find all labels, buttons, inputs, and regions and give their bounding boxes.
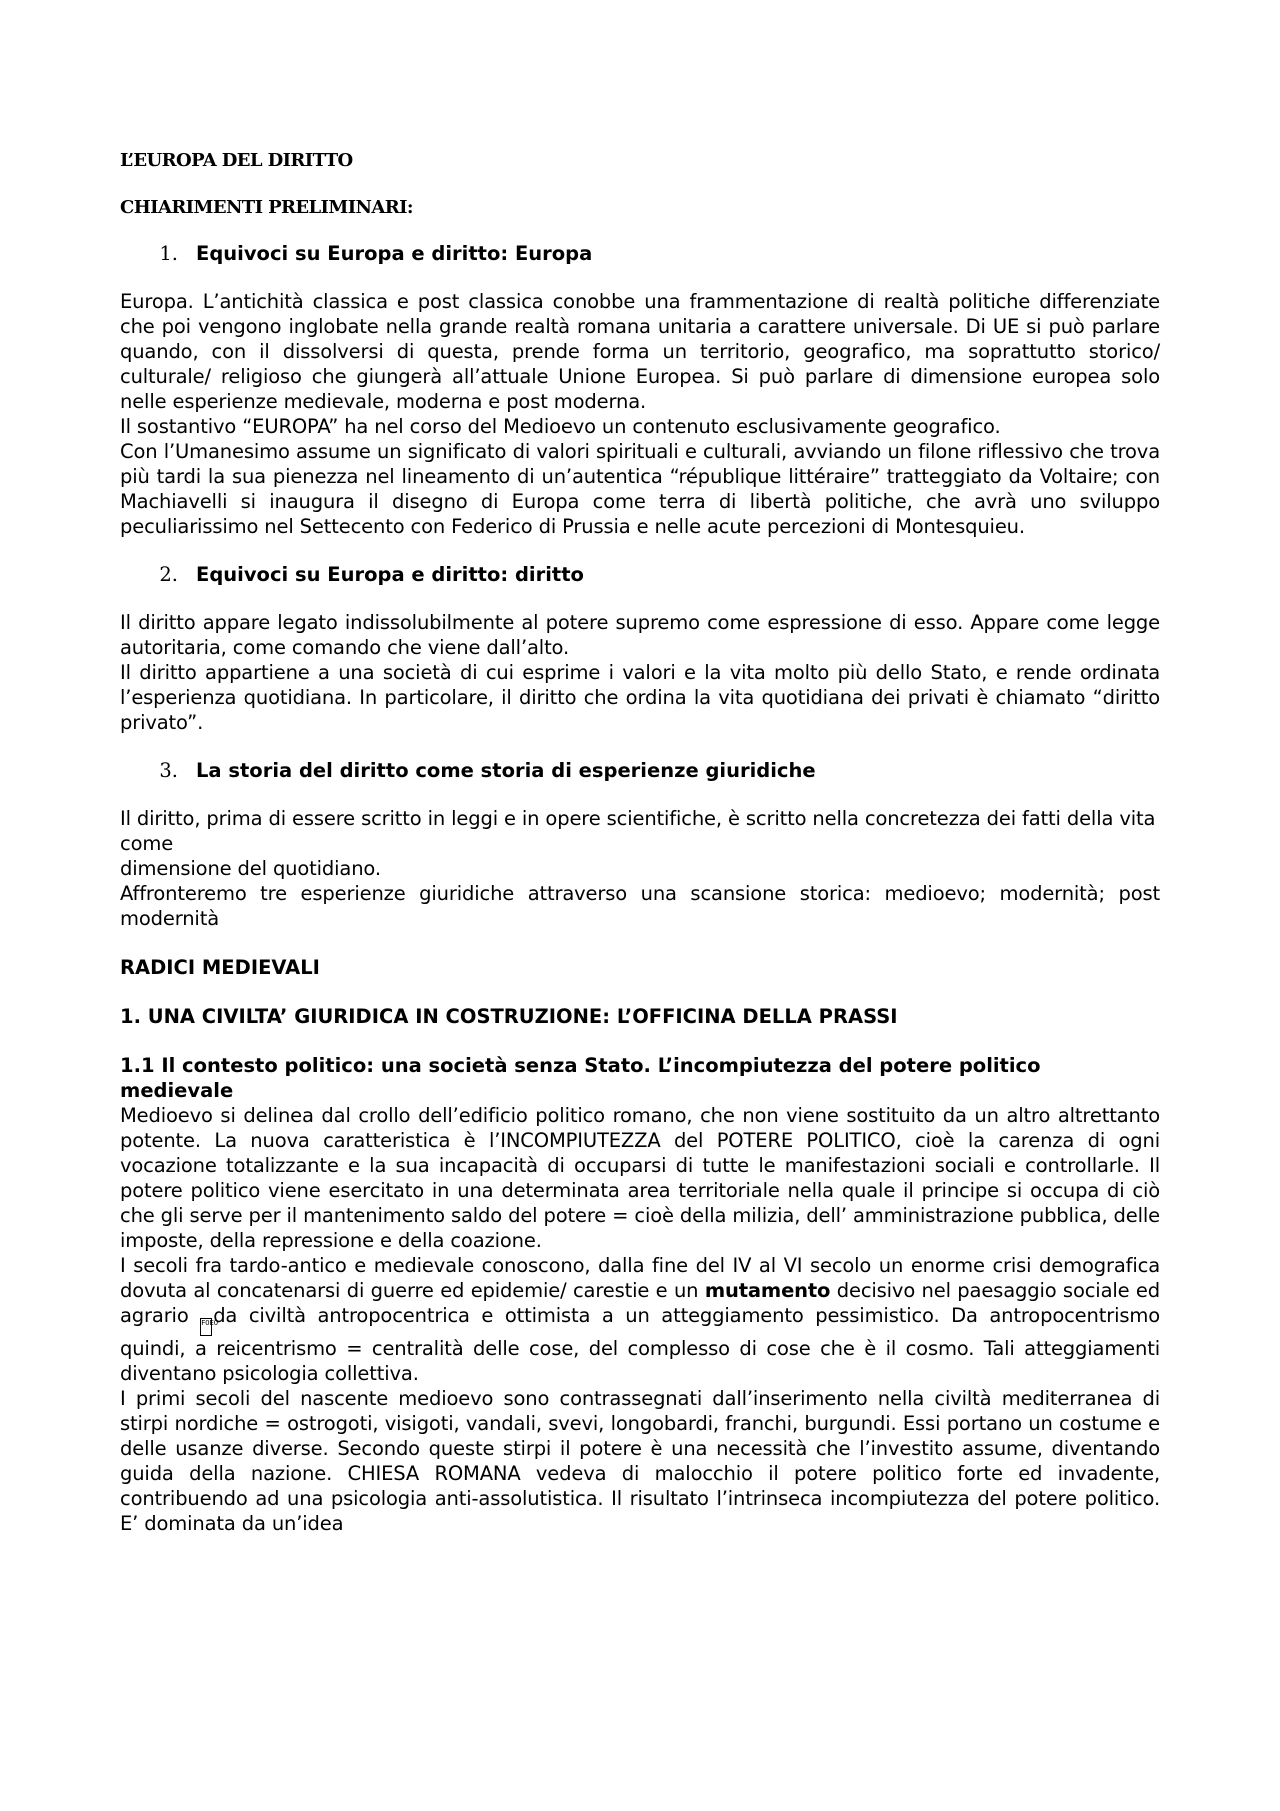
paragraph: Europa. L’antichità classica e post classica conobbe una frammentazione di realtà politiche differenziate che poi vengono inglobate nella grande realtà romana unitaria a carattere universale. Di UE si può parlare quando, con il dissolversi di questa, prende forma un territorio, geografico, ma soprattutto storico/ culturale/ religioso che giungerà all’attuale Unione Europea. Si può parlare di dimensione europea solo nelle esperienze medievale, moderna e post moderna.	[120, 290, 1160, 413]
paragraph: Medioevo si delinea dal crollo dell’edificio politico romano, che non viene sostituito da un altro altrettanto potente. La nuova caratteristica è l’INCOMPIUTEZZA del POTERE POLITICO, cioè la carenza di ogni vocazione totalizzante e la sua incapacità di occuparsi di tutte le manifestazioni sociali e controllarle. Il potere politico viene esercitato in una determinata area territoriale nella quale il principe si occupa di ciò che gli serve per il mantenimento saldo del potere = cioè della milizia, dell’ amministrazione pubblica, delle imposte, della repressione e della coazione.	[120, 1104, 1160, 1252]
paragraph: Il diritto appartiene a una società di cui esprime i valori e la vita molto più dello Stato, e rende ordinata l’esperienza quotidiana. In particolare, il diritto che ordina la vita quotidiana dei privati è chiamato “diritto privato”.	[120, 661, 1160, 734]
paragraph: dimensione del quotidiano.	[120, 857, 381, 880]
paragraph: Il diritto appare legato indissolubilmente al potere supremo come espressione di esso. Appare come legge autoritaria, come comando che viene dall’alto.	[120, 611, 1160, 659]
section-2-title: Equivoci su Europa e diritto: diritto	[196, 563, 584, 586]
section-3-title: La storia del diritto come storia di esperienze giuridiche	[196, 759, 816, 782]
document-title: L’EUROPA DEL DIRITTO	[120, 150, 353, 171]
paragraph: I primi secoli del nascente medioevo sono contrassegnati dall’inserimento nella civiltà mediterranea di stirpi nordiche = ostrogoti, visigoti, vandali, svevi, longobardi, franchi, burgundi. Essi portano un costume e delle usanze diverse. Secondo queste stirpi il potere è una necessità che l’investito assume, diventando guida della nazione. CHIESA ROMANA vedeva di malocchio il potere politico forte ed invadente, contribuendo ad una psicologia anti-assolutistica. Il risultato l’intrinseca incompiutezza del potere politico. E’ dominata da un’idea	[120, 1387, 1160, 1535]
section-1-heading	[120, 242, 1160, 265]
document-subtitle: CHIARIMENTI PRELIMINARI:	[120, 197, 413, 218]
missing-glyph-icon: F0E0	[200, 1318, 212, 1336]
paragraph-text: decisivo nel paesaggio sociale ed agrario	[120, 1279, 1160, 1327]
section-3-number: 3.	[159, 759, 178, 782]
paragraph	[120, 1253, 1160, 1386]
paragraph: Il sostantivo “EUROPA” ha nel corso del Medioevo un contenuto esclusivamente geografico.	[120, 415, 1001, 438]
paragraph: Con l’Umanesimo assume un significato di valori spirituali e culturali, avviando un filone riflessivo che trova più tardi la sua pienezza nel lineamento di un’autentica “république littéraire” tratteggiato da Voltaire; con Machiavelli si inaugura il disegno di Europa come terra di libertà politiche, che avrà uno sviluppo peculiarissimo nel Settecento con Federico di Prussia e nelle acute percezioni di Montesquieu.	[120, 440, 1160, 538]
paragraph: Affronteremo tre esperienze giuridiche attraverso una scansione storica: medioevo; modernità; post modernità	[120, 882, 1160, 930]
document-body	[120, 150, 1160, 1536]
chapter-heading: 1. UNA CIVILTA’ GIURIDICA IN COSTRUZIONE: L’OFFICINA DELLA PRASSI	[120, 1005, 898, 1028]
paragraph-text: I secoli fra tardo-antico e medievale conoscono, dalla fine del IV al VI secolo un enorme crisi demografica dovuta al concatenarsi di guerre ed epidemie/ carestie e un	[120, 1254, 1160, 1302]
section-2-number: 2.	[159, 563, 178, 586]
section-2-heading	[120, 563, 1160, 586]
part-heading: RADICI MEDIEVALI	[120, 956, 320, 979]
section-1-number: 1.	[159, 242, 178, 265]
section-3-heading	[120, 759, 1160, 782]
paragraph-text: da civiltà antropocentrica e ottimista a un atteggiamento pessimistico. Da antropocentrismo quindi, a reicentrismo = centralità delle cose, del complesso di cose che è il cosmo. Tali atteggiamenti diventano psicologia collettiva.	[120, 1304, 1160, 1385]
bold-term: mutamento	[704, 1279, 831, 1302]
subchapter-heading: 1.1 Il contesto politico: una società senza Stato. L’incompiutezza del potere politico medievale	[120, 1054, 1041, 1102]
paragraph: Il diritto, prima di essere scritto in leggi e in opere scientifiche, è scritto nella concretezza dei fatti della vita come	[120, 807, 1156, 855]
section-1-title: Equivoci su Europa e diritto: Europa	[196, 242, 593, 265]
